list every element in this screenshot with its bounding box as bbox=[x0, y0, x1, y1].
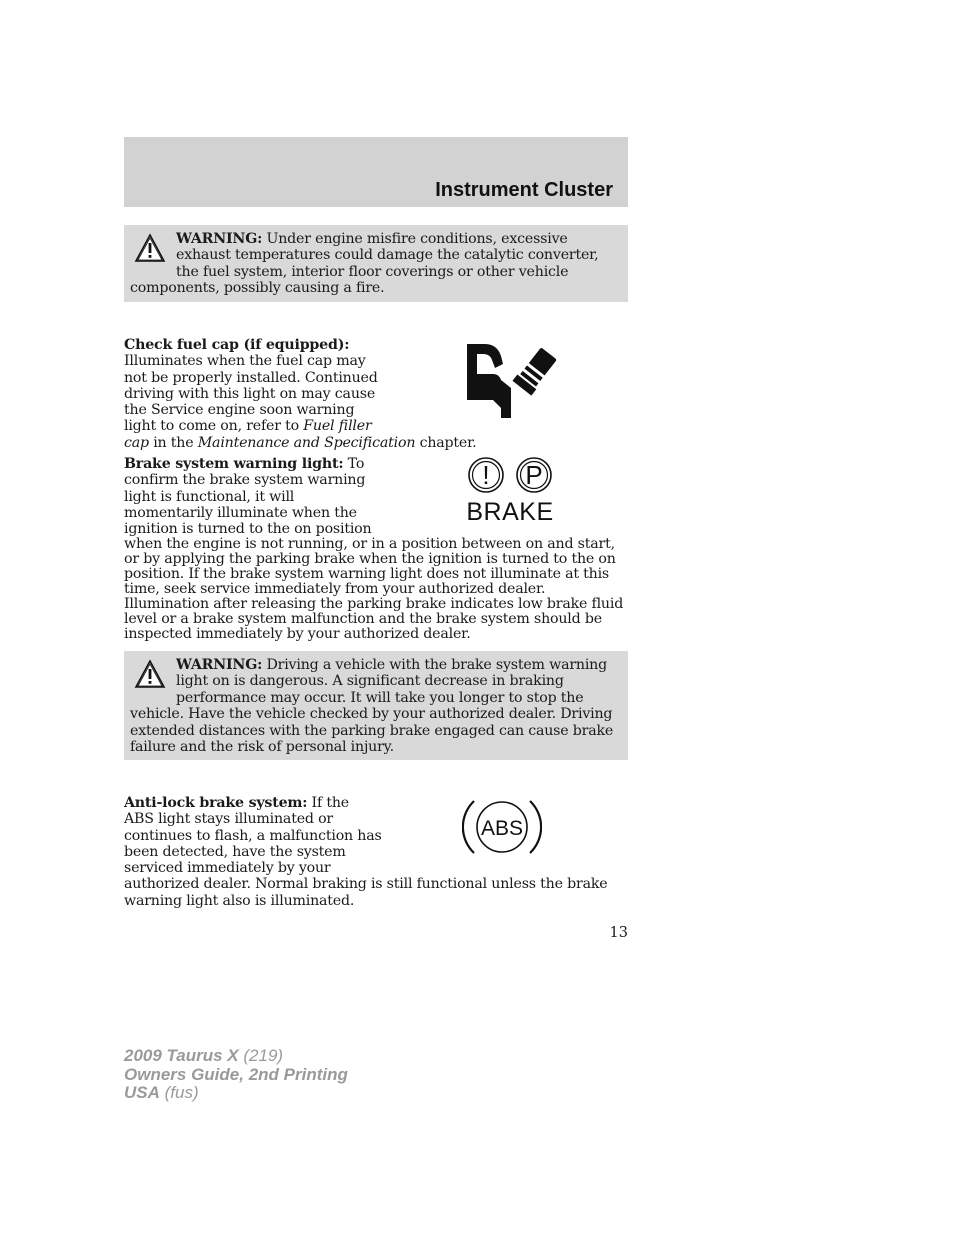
fuel-filler-ref-cont: cap bbox=[124, 434, 149, 451]
brake-icon-label: BRAKE bbox=[466, 498, 554, 526]
page-number: 13 bbox=[609, 925, 628, 941]
brake-heading: Brake system warning light: bbox=[124, 456, 344, 472]
brake-symbols-icon bbox=[462, 455, 558, 495]
warning-triangle-icon bbox=[134, 659, 166, 689]
fuel-cap-line: the Service engine soon warning bbox=[124, 402, 355, 419]
footer-edition: Owners Guide, 2nd Printing bbox=[124, 1064, 348, 1084]
abs-icon-label: ABS bbox=[480, 817, 524, 840]
abs-line: ABS light stays illuminated or bbox=[124, 811, 334, 828]
fuel-cap-text-suffix: chapter. bbox=[415, 434, 477, 451]
warning-text: Under engine misfire conditions, excessive exhaust temperatures could damage the catalytic converter, the fuel system, interior floor coverings or other vehicle components, possibly causing a fire. bbox=[130, 231, 599, 297]
brake-paragraph: when the engine is not running, or in a position between on and start, or by applying the parking brake when the ignition is turned to the on position. If the brake system warning light does not illuminate at this time, seek service immediately from your authorized dealer. Illumination after releasing the parking brake indicates low brake fluid level or a brake system malfunction and the brake system should be inspected immediately by your authorized dealer. bbox=[124, 536, 624, 643]
brake-line: momentarily illuminate when the bbox=[124, 504, 357, 521]
abs-line: continues to flash, a malfunction has bbox=[124, 827, 382, 844]
fuel-cap-text: light to come on, refer to bbox=[124, 418, 304, 435]
exclamation-symbol: ! bbox=[482, 460, 490, 490]
brake-line: light is functional, it will bbox=[124, 488, 295, 505]
warning-box-misfire bbox=[124, 225, 628, 302]
warning-box-brake bbox=[124, 651, 628, 760]
footer-model: 2009 Taurus X bbox=[124, 1046, 239, 1065]
brake-line: ignition is turned to the on position bbox=[124, 521, 372, 538]
abs-warning-icon bbox=[462, 795, 542, 859]
abs-section bbox=[124, 795, 628, 909]
footer-market-code: (fus) bbox=[159, 1083, 199, 1102]
brake-line: confirm the brake system warning bbox=[124, 472, 366, 489]
fuel-filler-ref: Fuel filler bbox=[303, 418, 372, 435]
abs-line: been detected, have the system bbox=[124, 843, 346, 860]
warning-triangle-icon bbox=[134, 233, 166, 263]
brake-text: To bbox=[343, 456, 365, 472]
abs-paragraph: authorized dealer. Normal braking is still functional unless the brake warning light also is illuminated. bbox=[124, 876, 608, 909]
warning-label: WARNING: bbox=[176, 231, 263, 247]
brake-warning-icon bbox=[462, 455, 558, 526]
parking-symbol: P bbox=[525, 460, 543, 490]
chapter-ref: Maintenance and Specification bbox=[197, 434, 416, 451]
fuel-cap-heading: Check fuel cap (if equipped): bbox=[124, 337, 350, 353]
warning-label: WARNING: bbox=[176, 657, 263, 673]
footer bbox=[124, 1047, 348, 1103]
fuel-cap-text-mid: in the bbox=[148, 434, 198, 451]
abs-heading: Anti-lock brake system: bbox=[124, 795, 308, 811]
footer-code: (219) bbox=[238, 1046, 284, 1065]
section-header bbox=[124, 137, 628, 207]
fuel-cap-line: driving with this light on may cause bbox=[124, 385, 376, 402]
abs-line: serviced immediately by your bbox=[124, 860, 331, 877]
fuel-cap-icon bbox=[463, 340, 559, 420]
abs-text: If the bbox=[307, 795, 349, 811]
page-title: Instrument Cluster bbox=[435, 179, 613, 201]
fuel-cap-line: not be properly installed. Continued bbox=[124, 369, 378, 386]
warning-text: Driving a vehicle with the brake system warning light on is dangerous. A significant decrease in braking performance may occur. It will take you longer to stop the vehicle. Have the vehicle checked by your authorized dealer. Driving extended distances with the parking brake engaged can cause brake failure and the risk of personal injury. bbox=[130, 657, 614, 756]
footer-market: USA bbox=[124, 1083, 160, 1102]
fuel-cap-line: Illuminates when the fuel cap may bbox=[124, 353, 366, 370]
